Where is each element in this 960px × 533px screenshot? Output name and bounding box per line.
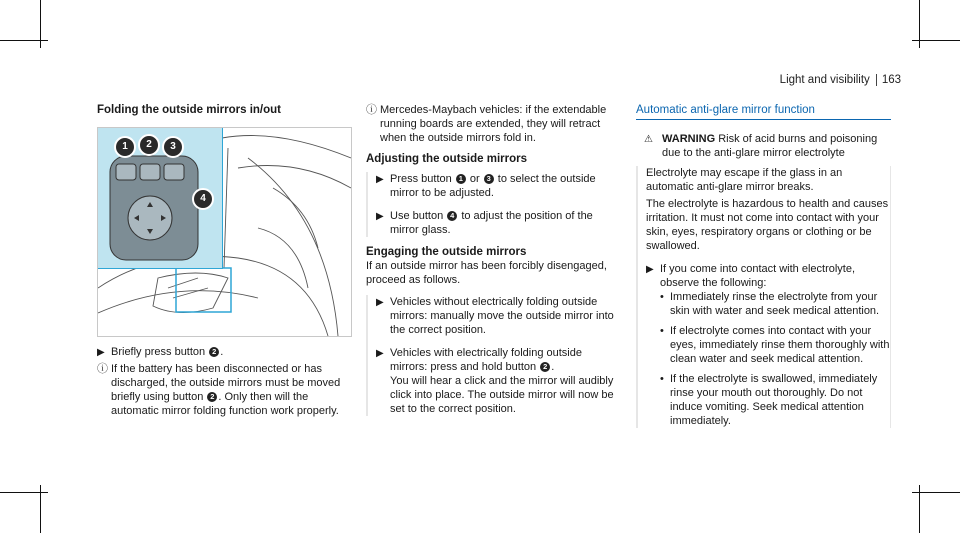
info-icon: ⓘ (97, 363, 108, 375)
callout-4: 4 (192, 188, 214, 210)
step: ▶ Vehicles without electrically folding outside mirrors: manually move the outside mirror into the correct position. (376, 296, 614, 336)
info-icon: ⓘ (366, 104, 377, 116)
callout-2: 2 (138, 134, 160, 156)
button-4-badge: 4 (447, 211, 457, 221)
arrow-icon: ▶ (376, 297, 384, 308)
arrow-icon: ▶ (376, 348, 384, 359)
steps-block (366, 295, 622, 416)
body-text: If an outside mirror has been forcibly disengaged, proceed as follows. (366, 260, 607, 286)
note: ⓘ Mercedes-Maybach vehicles: if the extendable running boards are extended, they will retract when the outside mirrors fold in. (366, 104, 607, 144)
callout-3: 3 (162, 136, 184, 158)
list-item: • Immediately rinse the electrolyte from your skin with water and seek medical attention. (660, 291, 880, 317)
warning-icon: ⚠ (644, 134, 653, 145)
crop-mark (0, 40, 48, 41)
mirror-control-figure (97, 127, 352, 337)
crop-mark (912, 492, 960, 493)
list-item: • If the electrolyte is swallowed, immediately rinse your mouth out thoroughly. Do not induce vomiting. Seek medical attention immediately. (660, 373, 878, 427)
column-3 (636, 103, 891, 428)
arrow-icon: ▶ (376, 174, 384, 185)
callout-1: 1 (114, 136, 136, 158)
step: ▶ If you come into contact with electrolyte, observe the following: • Immediately rinse the electrolyte from your skin with water and seek medical attention. • If electrolyte comes into contact with your eyes, immediately rinse them thoroughly with clean water and seek medical attention. • If the electrolyte is swallowed, immediately rinse your mouth out thoroughly. Do not induce vomiting. Seek medical attention immediately. (646, 263, 890, 427)
crop-mark (912, 40, 960, 41)
column-2 (366, 103, 622, 416)
section-heading: Automatic anti-glare mirror function (636, 103, 891, 120)
warning-box (636, 132, 891, 160)
step: ▶ Briefly press button 2 . (97, 346, 224, 358)
step: ▶ Vehicles with electrically folding outside mirrors: press and hold button 2 . You will hear a click and the mirror will audibly click into place. The outside mirror will now be set to the correct position. (376, 347, 614, 415)
warning-body: Electrolyte may escape if the glass in an automatic anti-glare mirror breaks. The electrolyte is hazardous to health and causes irritation. It must not come into contact with your skin, eyes, respiratory organs or clothing or be swallowed. ▶ If you come into contact with electrolyte, observe the following: • Immediately rinse the electrolyte from your skin with water and seek medical attention. • If electrolyte comes into contact with your eyes, immediately rinse them thoroughly with clean water and seek medical attention. • If the electrolyte is swallowed, immediately rinse your mouth out thoroughly. Do not induce vomiting. Seek medical attention immediately. (636, 166, 891, 428)
button-2-badge: 2 (209, 347, 219, 357)
switch-closeup (98, 128, 223, 269)
button-2-badge: 2 (207, 392, 217, 402)
steps-block (366, 172, 622, 237)
step: ▶ Press button 1 or 3 to select the outside mirror to be adjusted. (376, 173, 596, 199)
section-title: Light and visibility (779, 74, 870, 86)
button-1-badge: 1 (456, 174, 466, 184)
column-1 (97, 103, 352, 117)
page-header (780, 74, 901, 86)
button-3-badge: 3 (484, 174, 494, 184)
section-heading: Folding the outside mirrors in/out (97, 104, 281, 116)
warning-title: ⚠ WARNING Risk of acid burns and poisoning due to the anti-glare mirror electrolyte (644, 133, 878, 159)
button-2-badge: 2 (540, 362, 550, 372)
page-number: 163 (876, 74, 901, 86)
crop-mark (0, 492, 48, 493)
arrow-icon: ▶ (646, 264, 654, 275)
column-1-text (97, 345, 352, 418)
step: ▶ Use button 4 to adjust the position of the mirror glass. (376, 210, 593, 236)
section-heading: Engaging the outside mirrors (366, 246, 527, 258)
arrow-icon: ▶ (376, 211, 384, 222)
section-heading: Adjusting the outside mirrors (366, 153, 528, 165)
note: ⓘ If the battery has been disconnected or has discharged, the outside mirrors must be moved briefly using button 2 . Only then will the automatic mirror folding function work properly. (97, 363, 341, 417)
list-item: • If electrolyte comes into contact with your eyes, immediately rinse them thoroughly with clean water and seek medical attention. (660, 325, 890, 365)
arrow-icon: ▶ (97, 347, 105, 358)
